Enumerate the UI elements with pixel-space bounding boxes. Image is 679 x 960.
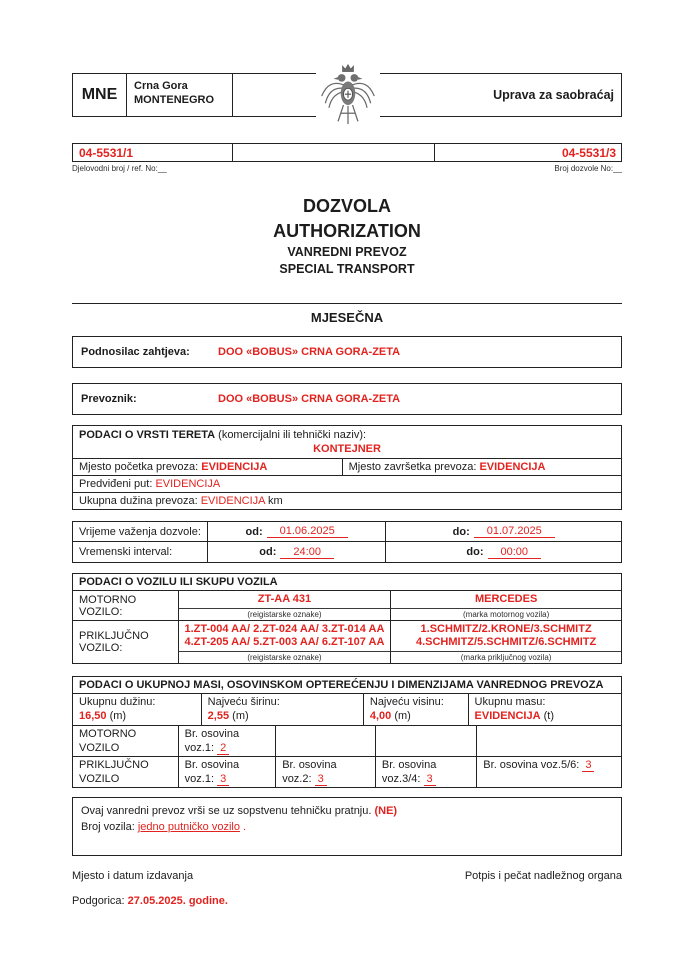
motor-axle-cell-1: [178, 726, 276, 756]
escort-answer: (NE): [374, 805, 398, 817]
motor-axle-cell-3: [375, 726, 476, 756]
cargo-distance-value: EVIDENCIJA: [200, 495, 265, 507]
axle-value: 3: [582, 759, 594, 772]
ref-caption-left: Djelovodni broj / ref. No:__: [72, 164, 167, 173]
motor-brand-value: MERCEDES: [390, 591, 621, 608]
width-unit: (m): [229, 710, 249, 722]
trailer-brand-caption: (marka priključnog vozila): [390, 651, 621, 663]
validity-period-label: Vrijeme važenja dozvole:: [73, 522, 208, 541]
escort-vehicles-value: jedno putničko vozilo: [137, 821, 240, 833]
signature-stamp-label: Potpis i pečat nadležnog organa: [464, 870, 622, 882]
cargo-end-value: EVIDENCIJA: [479, 461, 546, 473]
authorization-sheet: [72, 73, 622, 907]
trailer-brands-line1: 1.SCHMITZ/2.KRONE/3.SCHMITZ: [420, 623, 592, 635]
issue-place-date-line: [72, 895, 622, 907]
trailer-axles-label: PRIKLJUČNO VOZILO: [79, 759, 149, 785]
validity-box: [72, 521, 622, 563]
vehicle-box: [72, 573, 622, 664]
escort-statement: Ovaj vanredni prevoz vrši se uz sopstvenu tehničku pratnju.: [81, 805, 375, 817]
mass-value: EVIDENCIJA: [474, 710, 541, 722]
motor-brand-caption: (marka motornog vozila): [390, 608, 621, 620]
issuing-authority: Uprava za saobraćaj: [493, 88, 614, 102]
cargo-end-label: Mjesto završetka prevoza:: [348, 461, 477, 473]
reference-strip: [72, 143, 622, 162]
dimensions-box: [72, 676, 622, 788]
validity-from-cell: [208, 522, 387, 541]
escort-vehicles-suffix: .: [243, 821, 247, 833]
mass-label: Ukupnu masu:: [474, 696, 546, 708]
interval-to-cell: [386, 546, 621, 559]
length-label: Ukupnu dužinu:: [79, 696, 156, 708]
motor-axles-label: MOTORNO VOZILO: [79, 728, 137, 754]
reference-captions: [72, 164, 622, 173]
motor-plate-caption: (reigistarske oznake): [178, 608, 391, 620]
cargo-section-title: [73, 426, 621, 442]
trailer-plates-value: [178, 620, 391, 651]
length-cell: [73, 694, 201, 725]
trailer-axle-cell-2: [275, 757, 375, 787]
footer-labels: [72, 870, 622, 882]
interval-label: Vremenski interval:: [73, 542, 208, 562]
trailer-axle-cell-4: [476, 757, 621, 787]
vehicle-section-title: PODACI O VOZILU ILI SKUPU VOZILA: [73, 574, 621, 591]
from-label: od:: [245, 525, 263, 538]
trailer-brands-value: [390, 620, 621, 651]
length-value: 16,50: [79, 710, 107, 722]
height-cell: [363, 694, 468, 725]
motor-plate-value: ZT-AA 431: [178, 591, 391, 608]
cargo-start-label: Mjesto početka prevoza:: [79, 461, 199, 473]
width-value: 2,55: [207, 710, 230, 722]
country-name-local: Crna Gora: [134, 80, 188, 92]
ref-caption-right: Broj dozvole No:__: [554, 164, 622, 173]
escort-vehicles-label: Broj vozila:: [81, 821, 138, 833]
escort-line1: [81, 803, 613, 819]
country-name-english: MONTENEGRO: [134, 94, 215, 106]
issue-place-date-label: Mjesto i datum izdavanja: [72, 870, 194, 882]
validity-from-value: 01.06.2025: [267, 525, 348, 538]
interval-from-cell: [208, 542, 387, 562]
cargo-distance-label: Ukupna dužina prevoza:: [79, 495, 198, 507]
applicant-box: [72, 336, 622, 368]
cargo-route-row: [73, 475, 621, 492]
axle-label: Br. osovina voz.5/6:: [483, 759, 583, 771]
dimensions-values-row: [73, 694, 621, 725]
issue-date: 27.05.2025. godine.: [127, 895, 228, 907]
to-label: do:: [452, 525, 470, 538]
axle-value: 3: [315, 773, 327, 786]
title-special-transport: SPECIAL TRANSPORT: [279, 262, 415, 276]
to-label: do:: [466, 546, 484, 558]
validity-to-value: 01.07.2025: [474, 525, 555, 538]
carrier-box: [72, 383, 622, 415]
height-unit: (m): [391, 710, 411, 722]
escort-box: [72, 797, 622, 856]
escort-line2: [81, 819, 613, 835]
trailer-axles-row: [73, 756, 621, 787]
motor-axle-cell-2: [275, 726, 375, 756]
validity-to-cell: [386, 525, 621, 538]
axle-label: Br. osovina voz.2:: [282, 759, 337, 785]
cargo-start-cell: [73, 459, 343, 475]
interval-row: [73, 542, 621, 562]
cargo-name: KONTEJNER: [313, 443, 381, 455]
width-label: Najveću širinu:: [207, 696, 280, 708]
issue-place: Podgorica:: [72, 895, 128, 907]
axle-label: Br. osovina voz.3/4:: [381, 759, 437, 785]
carrier-label: Prevoznik:: [81, 393, 137, 405]
length-unit: (m): [106, 710, 127, 722]
trailer-axle-cell-1: [178, 757, 276, 787]
mass-unit: (t): [540, 710, 555, 722]
ref-number-left: 04-5531/1: [73, 144, 233, 161]
trailer-plate-caption: (reigistarske oznake): [178, 651, 391, 663]
from-label: od:: [259, 546, 277, 558]
axle-value: 2: [217, 742, 229, 755]
interval-to-value: 00:00: [488, 546, 542, 559]
trailer-plates-line2: 4.ZT-205 AA/ 5.ZT-003 AA/ 6.ZT-107 AA: [184, 636, 385, 648]
interval-from-value: 24:00: [280, 546, 334, 559]
country-code: MNE: [73, 74, 127, 116]
cargo-route-label: Predviđeni put:: [79, 478, 153, 490]
cargo-box: [72, 425, 622, 510]
carrier-value: DOO «BOBUS» CRNA GORA-ZETA: [218, 393, 401, 405]
width-cell: [201, 694, 363, 725]
cargo-places-row: [73, 458, 621, 475]
permit-number-right: 04-5531/3: [561, 146, 616, 160]
dimensions-section-title: PODACI O UKUPNOJ MASI, OSOVINSKOM OPTEREĆENJU I DIMENZIJAMA VANREDNOG PREVOZA: [73, 677, 621, 694]
document-title: [72, 194, 622, 278]
document-header: [72, 73, 622, 117]
motor-axle-cell-4: [476, 726, 621, 756]
mass-cell: [468, 694, 621, 725]
cargo-end-cell: [343, 459, 621, 475]
height-value: 4,00: [369, 710, 392, 722]
country-name: [127, 74, 233, 116]
coat-of-arms-icon: [316, 63, 380, 129]
title-vanredni-prevoz: VANREDNI PREVOZ: [287, 245, 407, 259]
applicant-label: Podnosilac zahtjeva:: [81, 346, 190, 358]
ref-cell-empty: [233, 144, 435, 161]
axle-label: Br. osovina voz.1:: [184, 759, 240, 785]
title-authorization: AUTHORIZATION: [273, 221, 421, 241]
cargo-title-bold: PODACI O VRSTI TERETA: [79, 429, 216, 441]
trailer-axle-cell-3: [375, 757, 476, 787]
cargo-distance-unit: km: [267, 495, 283, 507]
permit-period-type: MJESEČNA: [310, 310, 384, 325]
applicant-value: DOO «BOBUS» CRNA GORA-ZETA: [218, 346, 401, 358]
vehicle-table: [73, 591, 621, 663]
axle-value: 3: [424, 773, 436, 786]
axle-value: 3: [217, 773, 229, 786]
validity-period-row: [73, 522, 621, 542]
cargo-distance-row: [73, 492, 621, 509]
height-label: Najveću visinu:: [369, 696, 444, 708]
cargo-start-value: EVIDENCIJA: [201, 461, 268, 473]
motor-vehicle-label: MOTORNO VOZILO:: [79, 593, 137, 618]
trailer-brands-line2: 4.SCHMITZ/5.SCHMITZ/6.SCHMITZ: [415, 636, 597, 648]
cargo-route-value: EVIDENCIJA: [155, 478, 221, 490]
trailer-plates-line1: 1.ZT-004 AA/ 2.ZT-024 AA/ 3.ZT-014 AA: [184, 623, 385, 635]
title-dozvola: DOZVOLA: [303, 196, 391, 216]
motor-axles-row: [73, 725, 621, 756]
cargo-title-rest: (komercijalni ili tehnički naziv):: [215, 429, 367, 441]
trailer-vehicle-label: PRIKLJUČNO VOZILO:: [73, 620, 178, 663]
axle-label: Br. osovina voz.1:: [184, 728, 240, 754]
